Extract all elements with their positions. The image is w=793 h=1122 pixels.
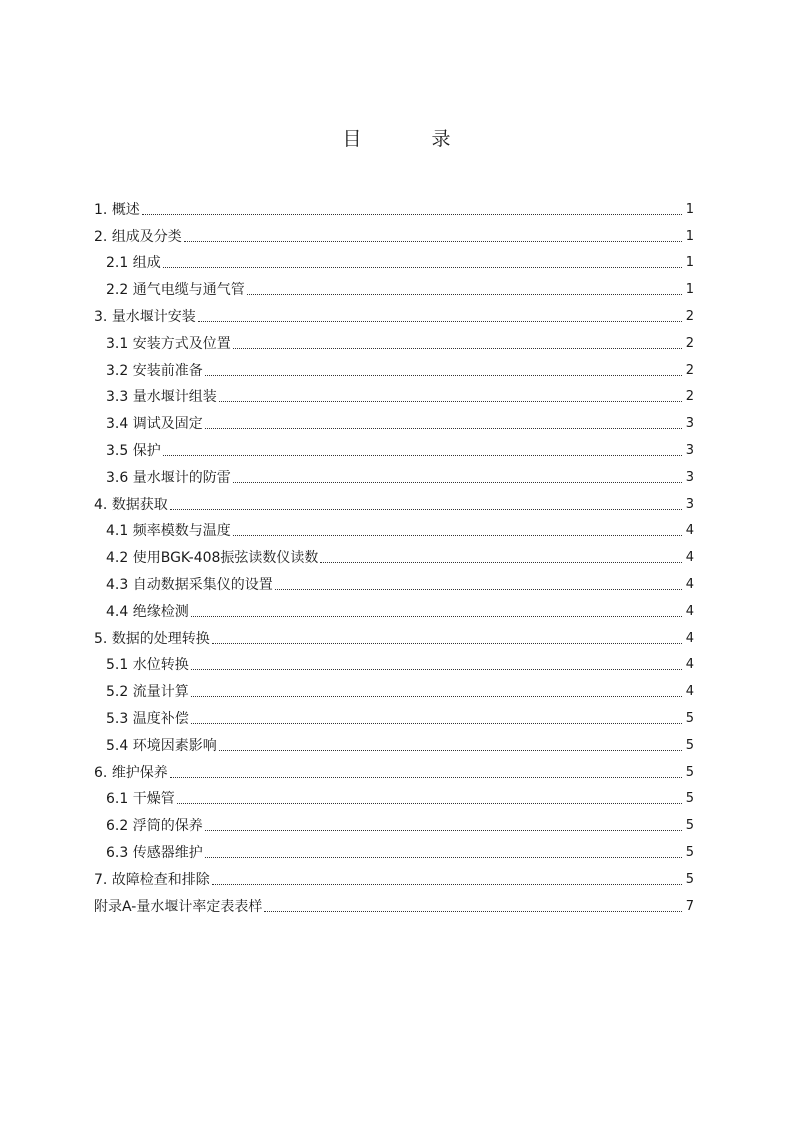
- toc-entry-page-number: 5: [685, 818, 694, 834]
- toc-entry-page-number: 7: [685, 898, 694, 914]
- toc-entry-label: 保护: [132, 442, 161, 459]
- toc-entry-page-number: 2: [685, 308, 694, 324]
- toc-entry-label: 绝缘检测: [132, 603, 189, 620]
- toc-entry-page-number: 3: [685, 496, 694, 512]
- dot-leader: [219, 401, 682, 402]
- dot-leader: [191, 723, 682, 724]
- toc-entry-page-number: 5: [685, 764, 694, 780]
- toc-entry-label: 水位转换: [132, 657, 189, 674]
- toc-entry[interactable]: [94, 675, 694, 702]
- toc-entry-number: 5.4: [106, 737, 133, 754]
- toc-entry-number: 3.5: [106, 442, 133, 459]
- toc-entry-label: 维护保养: [111, 764, 168, 781]
- toc-entry-label: 干燥管: [132, 791, 175, 808]
- toc-entry-number: 5.2: [106, 684, 133, 701]
- toc-entry-label: 概述: [111, 201, 140, 218]
- toc-entry[interactable]: [94, 890, 694, 917]
- dot-leader: [177, 803, 682, 804]
- toc-entry-number: 6.1: [106, 791, 133, 808]
- dot-leader: [191, 669, 682, 670]
- dot-leader: [233, 535, 682, 536]
- toc-entry-label: 自动数据采集仪的设置: [132, 576, 273, 593]
- toc-entry-number: 5.1: [106, 657, 133, 674]
- toc-entry-page-number: 5: [685, 710, 694, 726]
- dot-leader: [205, 428, 682, 429]
- dot-leader: [198, 321, 682, 322]
- toc-entry-page-number: 4: [685, 657, 694, 673]
- dot-leader: [233, 348, 682, 349]
- toc-entry-number: 6.: [94, 764, 112, 781]
- toc-entry[interactable]: [94, 515, 694, 542]
- dot-leader: [191, 696, 682, 697]
- toc-entry-label: 传感器维护: [132, 844, 203, 861]
- toc-entry-page-number: 1: [685, 201, 694, 217]
- dot-leader: [170, 509, 682, 510]
- toc-entry-label: 通气电缆与通气管: [132, 282, 245, 299]
- toc-entry-label: 调试及固定: [132, 416, 203, 433]
- dot-leader: [233, 482, 682, 483]
- toc-entry[interactable]: [94, 568, 694, 595]
- table-of-contents: [94, 193, 694, 917]
- toc-entry-page-number: 2: [685, 362, 694, 378]
- toc-entry[interactable]: [94, 809, 694, 836]
- toc-entry-label: 温度补偿: [132, 710, 189, 727]
- toc-entry-label: 组成: [132, 255, 161, 272]
- toc-entry-page-number: 4: [685, 603, 694, 619]
- toc-entry[interactable]: [94, 622, 694, 649]
- toc-entry-page-number: 4: [685, 523, 694, 539]
- toc-entry[interactable]: [94, 300, 694, 327]
- dot-leader: [205, 857, 682, 858]
- toc-entry-label: 数据获取: [111, 496, 168, 513]
- toc-entry-label: 环境因素影响: [132, 737, 217, 754]
- dot-leader: [212, 643, 682, 644]
- toc-entry-number: 2.1: [106, 255, 133, 272]
- toc-entry-label: 附录A-量水堰计率定表表样: [94, 898, 263, 915]
- dot-leader: [264, 911, 682, 912]
- toc-entry-number: 5.3: [106, 710, 133, 727]
- toc-entry-number: 6.3: [106, 844, 133, 861]
- toc-entry[interactable]: [94, 220, 694, 247]
- toc-entry-label: 故障检查和排除: [111, 871, 210, 888]
- toc-entry-number: 6.2: [106, 818, 133, 835]
- dot-leader: [170, 777, 682, 778]
- toc-entry[interactable]: [94, 327, 694, 354]
- toc-entry-label: 浮筒的保养: [132, 818, 203, 835]
- toc-entry-label: 安装方式及位置: [132, 335, 231, 352]
- toc-entry-label: 量水堰计的防雷: [132, 469, 231, 486]
- toc-entry-label: 安装前准备: [132, 362, 203, 379]
- toc-entry-number: 4.: [94, 496, 112, 513]
- toc-entry[interactable]: [94, 595, 694, 622]
- toc-entry-number: 2.2: [106, 282, 133, 299]
- toc-entry-label: 量水堰计组装: [132, 389, 217, 406]
- toc-entry-number: 4.4: [106, 603, 133, 620]
- dot-leader: [142, 214, 682, 215]
- toc-entry-number: 3.: [94, 308, 112, 325]
- dot-leader: [163, 267, 682, 268]
- toc-entry[interactable]: [94, 756, 694, 783]
- toc-entry-page-number: 1: [685, 228, 694, 244]
- toc-entry[interactable]: [94, 488, 694, 515]
- toc-entry[interactable]: [94, 783, 694, 810]
- toc-entry-label: 数据的处理转换: [111, 630, 210, 647]
- toc-entry[interactable]: [94, 407, 694, 434]
- toc-entry[interactable]: [94, 729, 694, 756]
- toc-entry-number: 3.6: [106, 469, 133, 486]
- toc-entry[interactable]: [94, 541, 694, 568]
- toc-entry[interactable]: [94, 836, 694, 863]
- toc-entry[interactable]: [94, 247, 694, 274]
- toc-entry-page-number: 4: [685, 684, 694, 700]
- toc-entry[interactable]: [94, 702, 694, 729]
- toc-entry-page-number: 1: [685, 282, 694, 298]
- toc-entry-page-number: 2: [685, 389, 694, 405]
- toc-entry-number: 3.4: [106, 416, 133, 433]
- toc-entry-number: 3.2: [106, 362, 133, 379]
- page-title: 目 录: [342, 128, 483, 150]
- toc-entry-number: 3.1: [106, 335, 133, 352]
- toc-entry-page-number: 1: [685, 255, 694, 271]
- toc-entry-page-number: 4: [685, 550, 694, 566]
- toc-entry-page-number: 3: [685, 469, 694, 485]
- dot-leader: [191, 616, 682, 617]
- toc-entry-page-number: 4: [685, 630, 694, 646]
- toc-entry[interactable]: [94, 461, 694, 488]
- toc-entry-label: 组成及分类: [111, 228, 182, 245]
- toc-entry-number: 4.1: [106, 523, 133, 540]
- toc-entry-number: 4.2: [106, 550, 133, 567]
- dot-leader: [219, 750, 682, 751]
- toc-entry[interactable]: [94, 354, 694, 381]
- toc-entry[interactable]: [94, 381, 694, 408]
- toc-entry-label: 使用BGK-408振弦读数仪读数: [132, 550, 319, 567]
- toc-entry-page-number: 5: [685, 791, 694, 807]
- dot-leader: [247, 294, 682, 295]
- dot-leader: [163, 455, 682, 456]
- dot-leader: [184, 241, 682, 242]
- toc-entry[interactable]: [94, 273, 694, 300]
- toc-entry-number: 2.: [94, 228, 112, 245]
- dot-leader: [212, 884, 682, 885]
- toc-entry-page-number: 3: [685, 416, 694, 432]
- toc-entry[interactable]: [94, 863, 694, 890]
- toc-entry-page-number: 5: [685, 737, 694, 753]
- toc-entry-page-number: 2: [685, 335, 694, 351]
- toc-entry-number: 4.3: [106, 576, 133, 593]
- dot-leader: [205, 830, 682, 831]
- toc-entry-label: 量水堰计安装: [111, 308, 196, 325]
- toc-entry[interactable]: [94, 434, 694, 461]
- toc-entry-number: 5.: [94, 630, 112, 647]
- toc-entry-page-number: 5: [685, 844, 694, 860]
- toc-entry-page-number: 5: [685, 871, 694, 887]
- toc-entry-number: 3.3: [106, 389, 133, 406]
- dot-leader: [320, 562, 682, 563]
- toc-entry-page-number: 3: [685, 442, 694, 458]
- toc-entry[interactable]: [94, 193, 694, 220]
- toc-entry-page-number: 4: [685, 576, 694, 592]
- toc-entry-label: 流量计算: [132, 684, 189, 701]
- toc-entry[interactable]: [94, 649, 694, 676]
- toc-entry-number: 1.: [94, 201, 112, 218]
- toc-entry-label: 频率模数与温度: [132, 523, 231, 540]
- toc-entry-number: 7.: [94, 871, 112, 888]
- dot-leader: [275, 589, 682, 590]
- dot-leader: [205, 375, 682, 376]
